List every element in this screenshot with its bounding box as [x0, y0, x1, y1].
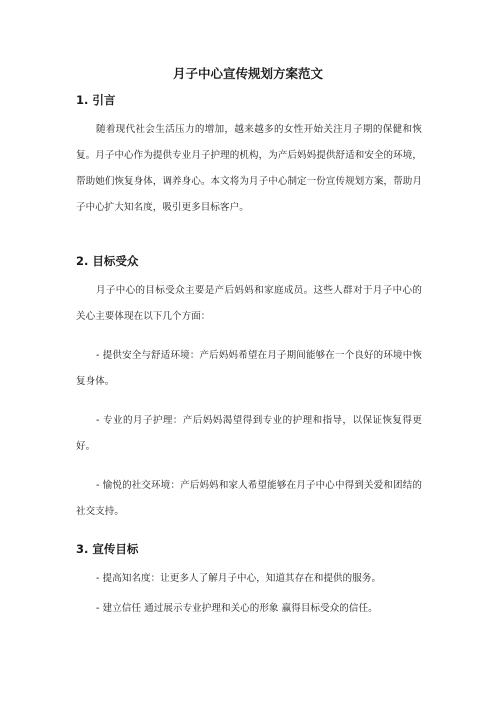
section-heading-introduction: 1. 引言 [76, 93, 116, 107]
document-title: 月子中心宣传规划方案范文 [172, 66, 323, 81]
audience-bullet-social-environment: - 愉悦的社交环境：产后妈妈和家人希望能够在月子中心中得到关爱和团结的社交支持。 [76, 480, 422, 517]
goal-bullet-awareness: - 提高知名度：让更多人了解月子中心，知道其存在和提供的服务。 [96, 573, 382, 584]
section-heading-promotion-goals: 3. 宣传目标 [76, 542, 139, 556]
audience-bullet-professional-care: - 专业的月子护理：产后妈妈渴望得到专业的护理和指导，以保证恢复得更好。 [76, 415, 422, 452]
introduction-paragraph: 随着现代社会生活压力的增加，越来越多的女性开始关注月子期的保健和恢复。月子中心作为提供专业月子护理的机构，为产后妈妈提供舒适和安全的环境，帮助她们恢复身体，调养身心。本文将为月子中心制定一份宣传规划方案，帮助月子中心扩大知名度，吸引更多目标客户。 [76, 124, 422, 213]
section-heading-target-audience: 2. 目标受众 [76, 254, 139, 268]
target-audience-paragraph: 月子中心的目标受众主要是产后妈妈和家庭成员。这些人群对于月子中心的关心主要体现在以下几个方面： [76, 285, 422, 322]
goal-bullet-trust: - 建立信任 通过展示专业护理和关心的形象 赢得目标受众的信任。 [96, 603, 378, 614]
audience-bullet-safe-environment: - 提供安全与舒适环境：产后妈妈希望在月子期间能够在一个良好的环境中恢复身体。 [76, 350, 422, 387]
